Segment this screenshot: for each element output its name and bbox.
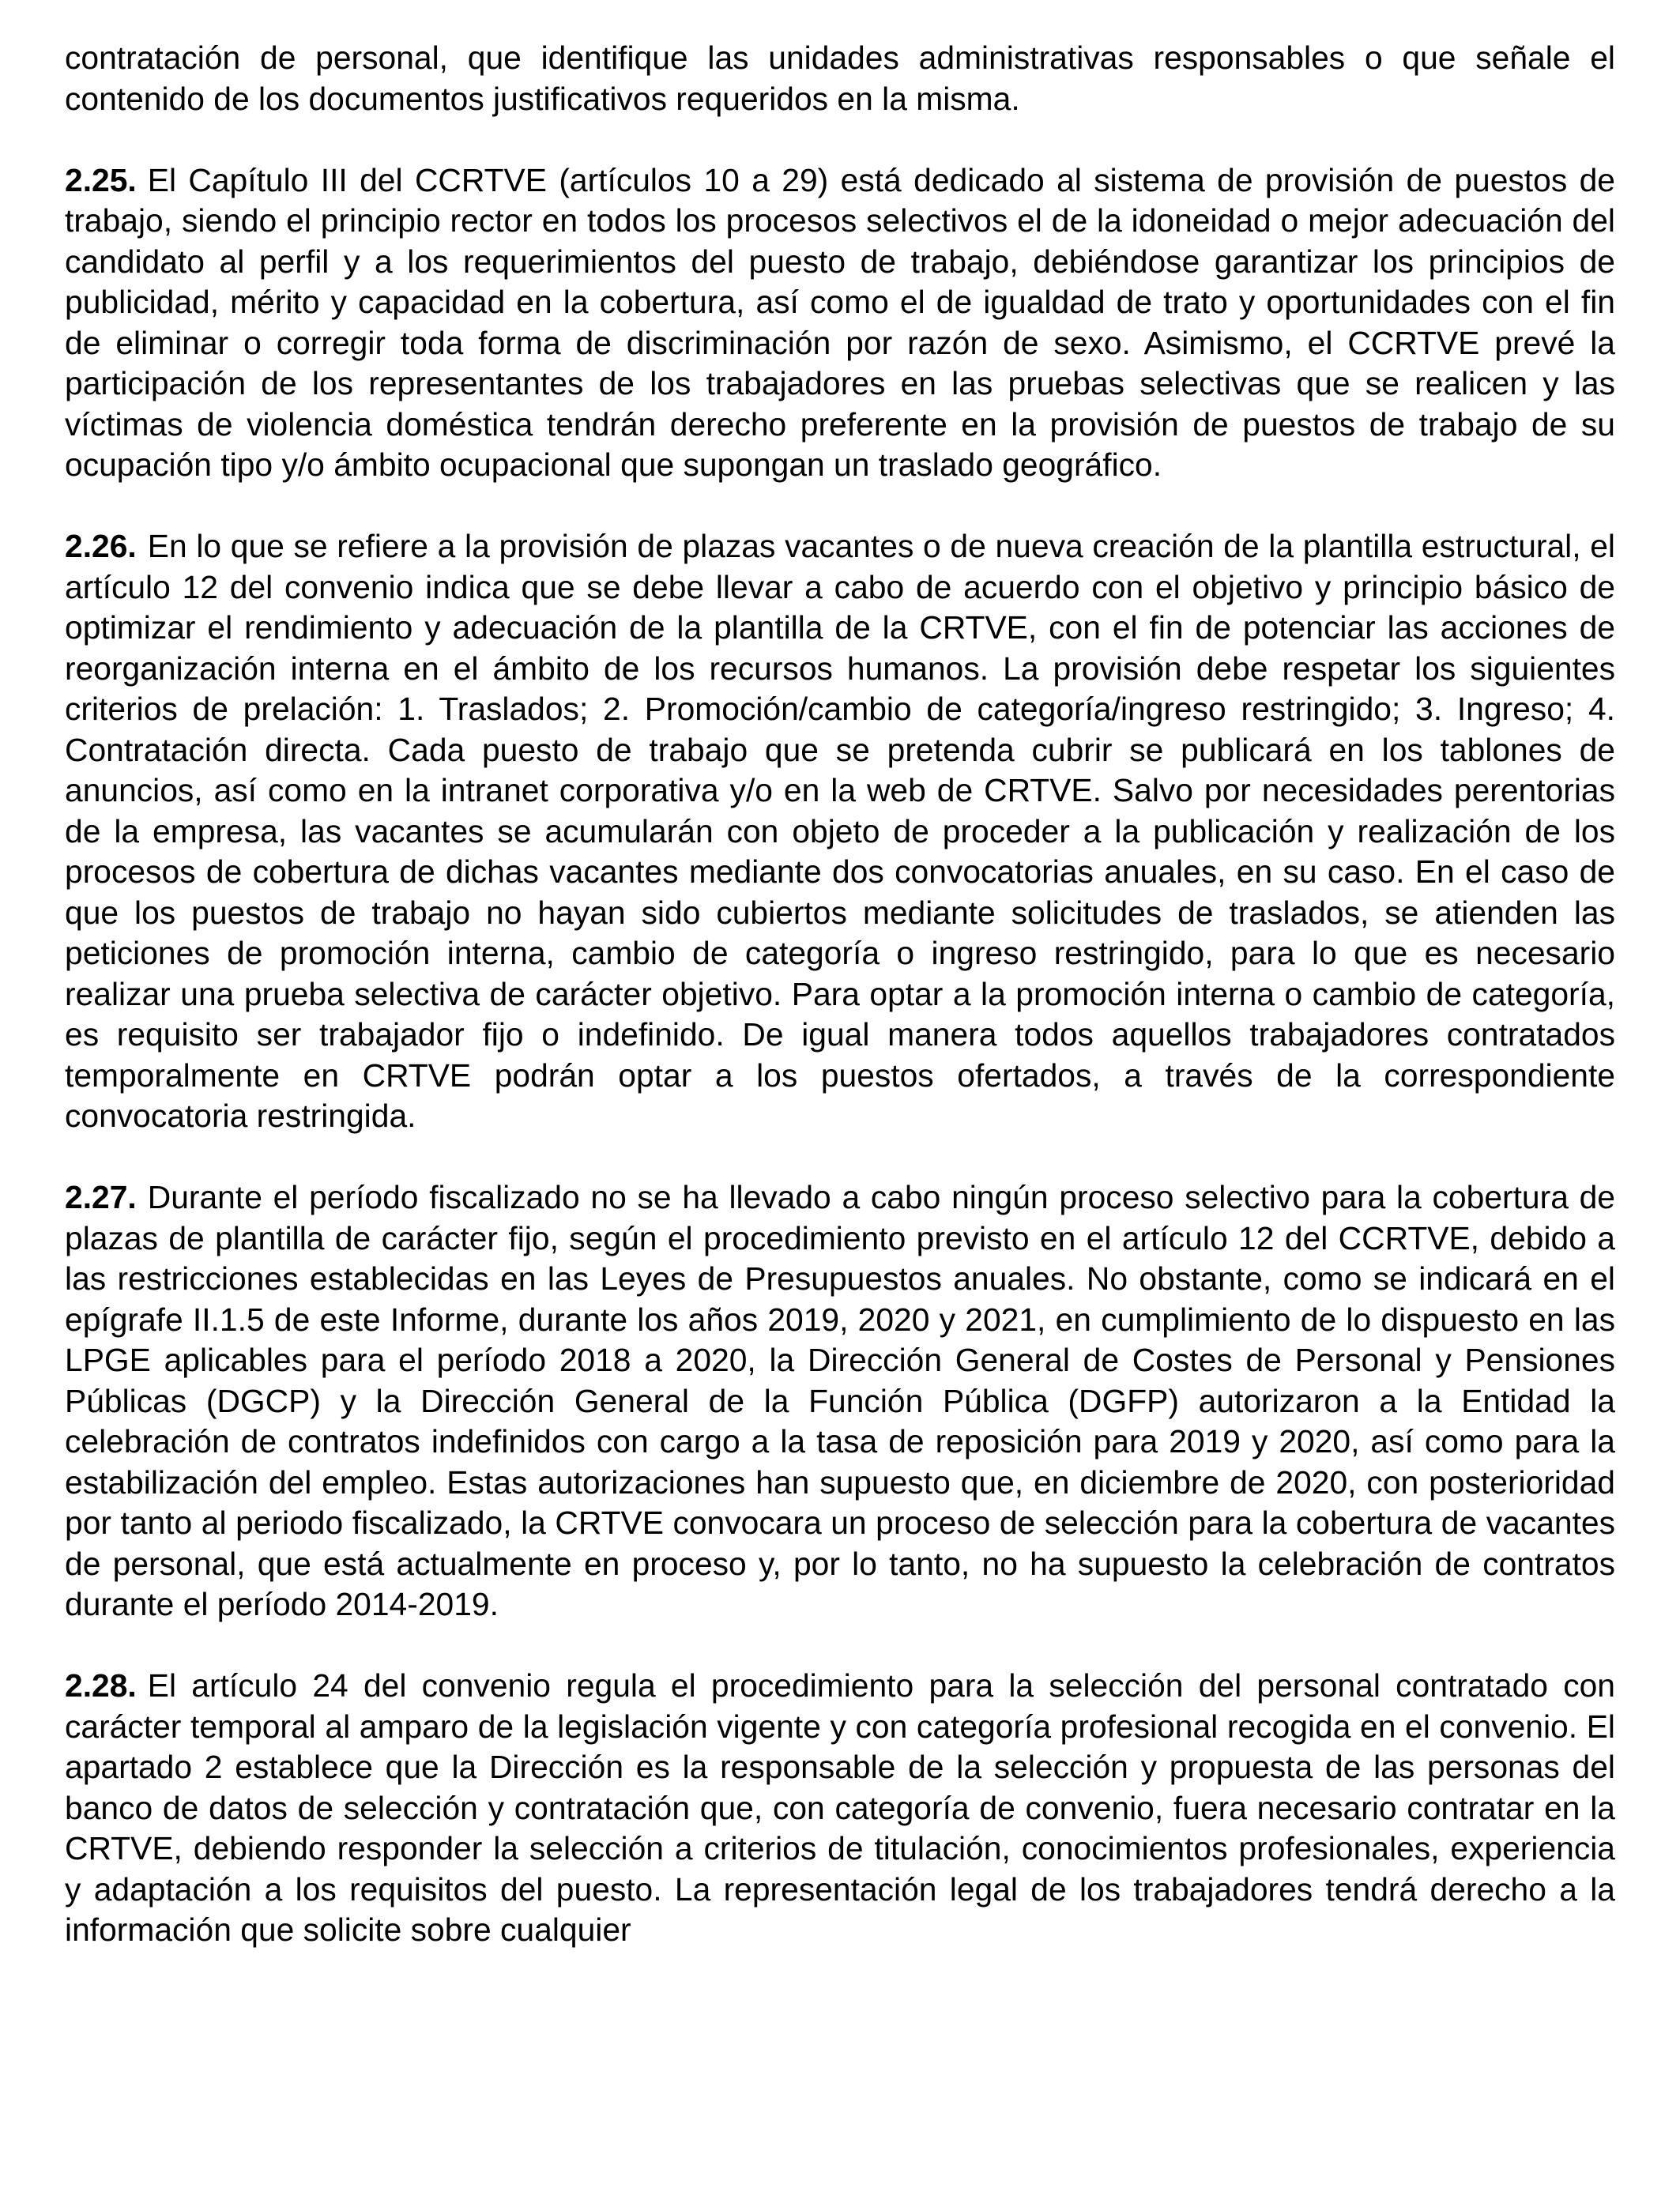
paragraph-number: 2.25.: [65, 161, 137, 198]
paragraph-number: 2.27.: [65, 1179, 137, 1215]
paragraph-text: En lo que se refiere a la provisión de plazas vacantes o de nueva creación de la plantilla estructural, el artículo 12 del convenio indica que se debe llevar a cabo de acuerdo con el objetivo y principio básico de optimizar el rendimiento y adecuación de la plantilla de la CRTVE, con el fin de potenciar las acciones de reorganización interna en el ámbito de los recursos humanos. La provisión debe respetar los siguientes criterios de prelación: 1. Traslados; 2. Promoción/cambio de categoría/ingreso restringido; 3. Ingreso; 4. Contratación directa. Cada puesto de trabajo que se pretenda cubrir se publicará en los tablones de anuncios, así como en la intranet corporativa y/o en la web de CRTVE. Salvo por necesidades perentorias de la empresa, las vacantes se acumularán con objeto de proceder a la publicación y realización de los procesos de cobertura de dichas vacantes mediante dos convocatorias anuales, en su caso. En el caso de que los puestos de trabajo no hayan sido cubiertos mediante solicitudes de traslados, se atienden las peticiones de promoción interna, cambio de categoría o ingreso restringido, para lo que es necesario realizar una prueba selectiva de carácter objetivo. Para optar a la promoción interna o cambio de categoría, es requisito ser trabajador fijo o indefinido. De igual manera todos aquellos trabajadores contratados temporalmente en CRTVE podrán optar a los puestos ofertados, a través de la correspondiente convocatoria restringida.: [65, 528, 1615, 1134]
intro-paragraph: contratación de personal, que identifique las unidades administrativas responsables o que señale el contenido de los documentos justificativos requeridos en la misma.: [65, 40, 1615, 117]
paragraph-text: El Capítulo III del CCRTVE (artículos 10 a 29) está dedicado al sistema de provisión de puestos de trabajo, siendo el principio rector en todos los procesos selectivos el de la idoneidad o mejor adecuación del candidato al perfil y a los requerimientos del puesto de trabajo, debiéndose garantizar los principios de publicidad, mérito y capacidad en la cobertura, así como el de igualdad de trato y oportunidades con el fin de eliminar o corregir toda forma de discriminación por razón de sexo. Asimismo, el CCRTVE prevé la participación de los representantes de los trabajadores en las pruebas selectivas que se realicen y las víctimas de violencia doméstica tendrán derecho preferente en la provisión de puestos de trabajo de su ocupación tipo y/o ámbito ocupacional que supongan un traslado geográfico.: [65, 161, 1615, 483]
paragraph-2-27: [65, 1177, 1615, 1625]
paragraph-2-25: [65, 160, 1615, 486]
paragraph-2-26: [65, 526, 1615, 1137]
document-page: [65, 38, 1615, 1991]
paragraph-2-28: [65, 1666, 1615, 1951]
paragraph-text: El artículo 24 del convenio regula el procedimiento para la selección del personal contratado con carácter temporal al amparo de la legislación vigente y con categoría profesional recogida en el convenio. El apartado 2 establece que la Dirección es la responsable de la selección y propuesta de las personas del banco de datos de selección y contratación que, con categoría de convenio, fuera necesario contratar en la CRTVE, debiendo responder la selección a criterios de titulación, conocimientos profesionales, experiencia y adaptación a los requisitos del puesto. La representación legal de los trabajadores tendrá derecho a la información que solicite sobre cualquier: [65, 1667, 1615, 1948]
paragraph-text: Durante el período fiscalizado no se ha llevado a cabo ningún proceso selectivo para la cobertura de plazas de plantilla de carácter fijo, según el procedimiento previsto en el artículo 12 del CCRTVE, debido a las restricciones establecidas en las Leyes de Presupuestos anuales. No obstante, como se indicará en el epígrafe II.1.5 de este Informe, durante los años 2019, 2020 y 2021, en cumplimiento de lo dispuesto en las LPGE aplicables para el período 2018 a 2020, la Dirección General de Costes de Personal y Pensiones Públicas (DGCP) y la Dirección General de la Función Pública (DGFP) autorizaron a la Entidad la celebración de contratos indefinidos con cargo a la tasa de reposición para 2019 y 2020, así como para la estabilización del empleo. Estas autorizaciones han supuesto que, en diciembre de 2020, con posterioridad por tanto al periodo fiscalizado, la CRTVE convocara un proceso de selección para la cobertura de vacantes de personal, que está actualmente en proceso y, por lo tanto, no ha supuesto la celebración de contratos durante el período 2014-2019.: [65, 1179, 1615, 1622]
paragraph-number: 2.28.: [65, 1667, 137, 1704]
paragraph-number: 2.26.: [65, 528, 137, 564]
